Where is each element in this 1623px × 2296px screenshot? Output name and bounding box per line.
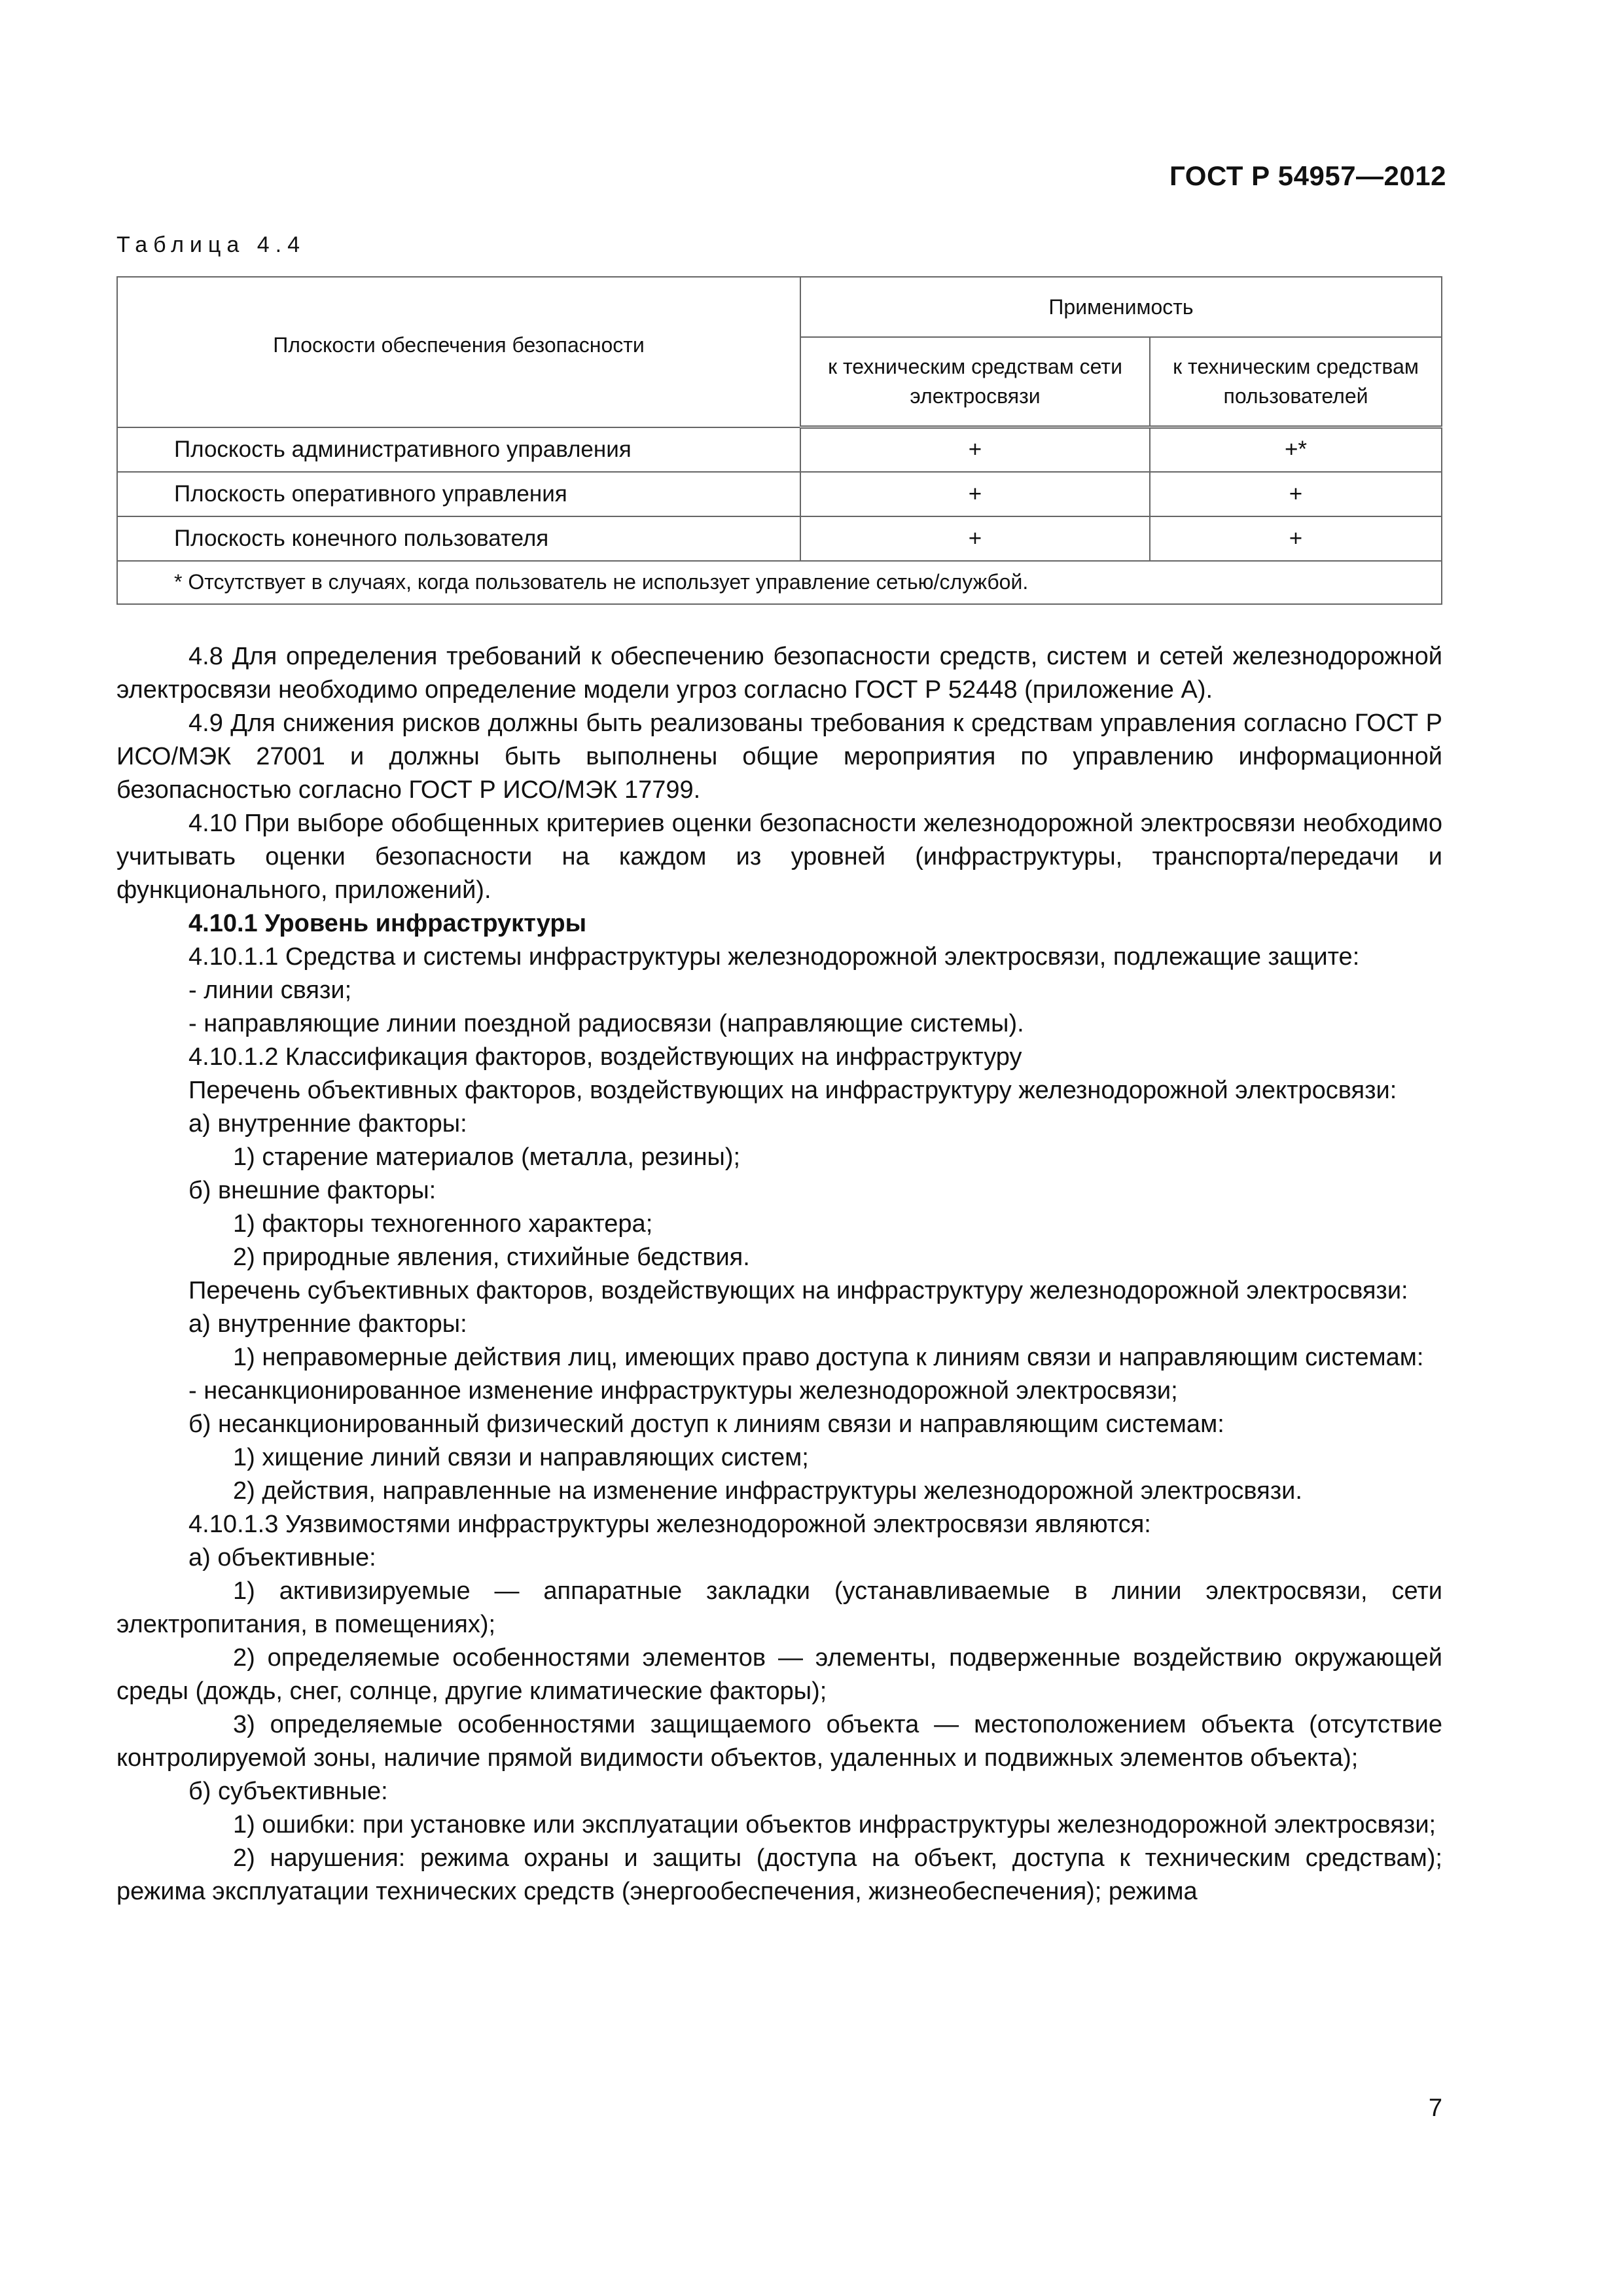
list-item: 2) определяемые особенностями элементов — элементы, подверженные воздействию окружающей среды (дождь, снег, солнце, другие климатические факторы); bbox=[116, 1644, 1442, 1705]
table-row bbox=[117, 427, 1442, 472]
list-item: - несанкционированное изменение инфраструктуры железнодорожной электросвязи; bbox=[188, 1377, 1178, 1405]
applicability-table bbox=[116, 276, 1442, 605]
cell-network-means: + bbox=[800, 516, 1150, 561]
page-number: 7 bbox=[1428, 2094, 1442, 2122]
subjective-factors-intro: Перечень субъективных факторов, воздействующих на инфраструктуру железнодорожной электросвязи: bbox=[188, 1277, 1408, 1304]
paragraph-4-10-1-1: 4.10.1.1 Средства и системы инфраструктуры железнодорожной электросвязи, подлежащие защите: bbox=[188, 943, 1360, 971]
cell-user-means: + bbox=[1150, 472, 1442, 516]
table-footnote: * Отсутствует в случаях, когда пользователь не использует управление сетью/службой. bbox=[117, 561, 1442, 604]
list-item: 1) ошибки: при установке или эксплуатации объектов инфраструктуры железнодорожной электросвязи; bbox=[233, 1811, 1436, 1839]
cell-user-means: +* bbox=[1150, 427, 1442, 472]
list-item: - направляющие линии поездной радиосвязи (направляющие системы). bbox=[188, 1010, 1024, 1037]
table-row bbox=[117, 472, 1442, 516]
list-item: б) внешние факторы: bbox=[188, 1177, 437, 1204]
table-caption: Таблица 4.4 bbox=[116, 232, 306, 257]
list-item: а) внутренние факторы: bbox=[188, 1310, 467, 1338]
paragraph-4-10-1-3: 4.10.1.3 Уязвимостями инфраструктуры железнодорожной электросвязи являются: bbox=[188, 1511, 1151, 1538]
list-item: 1) факторы техногенного характера; bbox=[233, 1210, 653, 1238]
column-header-user-means: к техническим средствам пользователей bbox=[1150, 337, 1442, 427]
paragraph-4-8: 4.8 Для определения требований к обеспечению безопасности средств, систем и сетей железнодорожной электросвязи необходимо определение модели угроз согласно ГОСТ Р 52448 (приложение А). bbox=[116, 643, 1442, 704]
paragraph-4-9: 4.9 Для снижения рисков должны быть реализованы требования к средствам управления согласно ГОСТ Р ИСО/МЭК 27001 и должны быть выполнены общие мероприятия по управлению информационной безопасностью согласно ГОСТ Р ИСО/МЭК 17799. bbox=[116, 709, 1442, 804]
column-header-network-means: к техническим средствам сети электросвязи bbox=[800, 337, 1150, 427]
list-item: б) субъективные: bbox=[188, 1778, 388, 1805]
document-body bbox=[116, 640, 1442, 1909]
list-item: 1) неправомерные действия лиц, имеющих право доступа к линиям связи и направляющим системам: bbox=[233, 1344, 1424, 1371]
list-item: 1) активизируемые — аппаратные закладки (устанавливаемые в линии электросвязи, сети электропитания, в помещениях); bbox=[116, 1577, 1442, 1638]
objective-factors-intro: Перечень объективных факторов, воздействующих на инфраструктуру железнодорожной электросвязи: bbox=[188, 1077, 1397, 1104]
list-item: а) внутренние факторы: bbox=[188, 1110, 467, 1138]
list-item: 1) старение материалов (металла, резины); bbox=[233, 1143, 741, 1171]
list-item: 1) хищение линий связи и направляющих систем; bbox=[233, 1444, 809, 1471]
list-item: б) несанкционированный физический доступ к линиям связи и направляющим системам: bbox=[188, 1410, 1224, 1438]
row-label: Плоскость административного управления bbox=[117, 427, 800, 472]
column-header-applicability: Применимость bbox=[800, 277, 1442, 337]
list-item: 2) природные явления, стихийные бедствия. bbox=[233, 1244, 750, 1271]
list-item: 2) нарушения: режима охраны и защиты (доступа на объект, доступа к техническим средствам); режима эксплуатации технических средств (энергообеспечения, жизнеобеспечения); режима bbox=[116, 1844, 1442, 1905]
list-item: а) объективные: bbox=[188, 1544, 376, 1571]
list-item: - линии связи; bbox=[188, 977, 352, 1004]
cell-user-means: + bbox=[1150, 516, 1442, 561]
list-item: 3) определяемые особенностями защищаемого объекта — местоположением объекта (отсутствие контролируемой зоны, наличие прямой видимости объектов, удаленных и подвижных элементов объекта); bbox=[116, 1711, 1442, 1772]
paragraph-4-10-1-2: 4.10.1.2 Классификация факторов, воздействующих на инфраструктуру bbox=[188, 1043, 1022, 1071]
cell-network-means: + bbox=[800, 472, 1150, 516]
column-header-planes: Плоскости обеспечения безопасности bbox=[117, 277, 800, 427]
row-label: Плоскость оперативного управления bbox=[117, 472, 800, 516]
paragraph-4-10: 4.10 При выборе обобщенных критериев оценки безопасности железнодорожной электросвязи необходимо учитывать оценки безопасности на каждом из уровней (инфраструктуры, транспорта/передачи и функционального, приложений). bbox=[116, 810, 1442, 904]
row-label: Плоскость конечного пользователя bbox=[117, 516, 800, 561]
section-heading-4-10-1: 4.10.1 Уровень инфраструктуры bbox=[188, 910, 587, 937]
list-item: 2) действия, направленные на изменение инфраструктуры железнодорожной электросвязи. bbox=[233, 1477, 1302, 1505]
cell-network-means: + bbox=[800, 427, 1150, 472]
table-row bbox=[117, 516, 1442, 561]
document-standard-header: ГОСТ Р 54957—2012 bbox=[1169, 160, 1446, 191]
